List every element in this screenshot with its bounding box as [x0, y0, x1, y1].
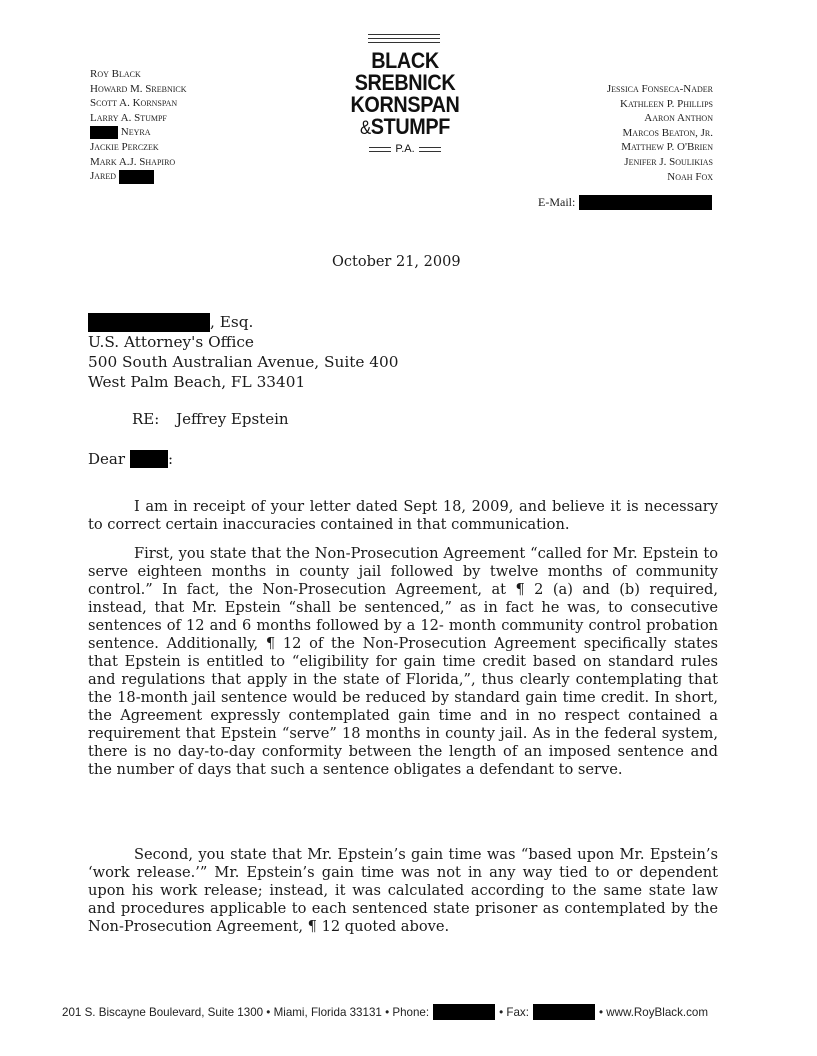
- letter-date: October 21, 2009: [332, 254, 461, 270]
- associate-name: Kathleen P. Phillips: [620, 97, 713, 110]
- logo-rule: [369, 147, 391, 152]
- associate-name: Noah Fox: [667, 170, 713, 183]
- partner-name: Larry A. Stumpf: [90, 111, 167, 124]
- partner-name-redacted: Jared: [90, 169, 187, 184]
- partner-name: Howard M. Srebnick: [90, 82, 187, 95]
- address-line: U.S. Attorney's Office: [88, 333, 254, 351]
- address-line: 500 South Australian Avenue, Suite 400: [88, 353, 399, 371]
- email-label: E-Mail:: [538, 195, 576, 209]
- logo-rule: [368, 34, 440, 43]
- logo-ampersand: &: [359, 118, 371, 139]
- logo-word: SREBNICK: [354, 70, 456, 95]
- associate-name: Marcos Beaton, Jr.: [622, 126, 713, 139]
- footer-fax-label: • Fax:: [499, 1005, 529, 1019]
- associate-name: Matthew P. O'Brien: [621, 141, 713, 154]
- firm-logo: [335, 34, 475, 155]
- footer-address: 201 S. Biscayne Boulevard, Suite 1300 • Miami, Florida 33131 • Phone:: [62, 1005, 430, 1019]
- logo-word: BLACK: [371, 48, 439, 73]
- recipient-name-line: , Esq.: [88, 312, 399, 332]
- subject-label: RE:: [132, 410, 160, 428]
- subject-text: Jeffrey Epstein: [176, 410, 289, 428]
- logo-pa-row: [335, 143, 475, 155]
- redaction-box: [90, 126, 118, 139]
- logo-pa: P.A.: [395, 143, 415, 155]
- redaction-box: [88, 313, 210, 332]
- logo-rule: [419, 147, 441, 152]
- body-paragraph: I am in receipt of your letter dated Sept 18, 2009, and believe it is necessary to correct certain inaccuracies contained in that communication.: [88, 498, 718, 533]
- partner-name: Jackie Perczek: [90, 140, 159, 153]
- redaction-box: [130, 450, 168, 468]
- redaction-box: [579, 195, 712, 210]
- redaction-box: [119, 170, 154, 184]
- salutation: Dear :: [88, 450, 174, 468]
- redaction-box: [533, 1004, 595, 1020]
- partner-name-redacted: Neyra: [90, 125, 187, 140]
- address-line: West Palm Beach, FL 33401: [88, 373, 306, 391]
- partners-left-column: [90, 67, 187, 184]
- logo-word: KORNSPAN: [350, 92, 460, 117]
- subject-line: [132, 410, 289, 428]
- partner-name: Scott A. Kornspan: [90, 97, 178, 110]
- logo-word-stumpf: &STUMPF: [359, 114, 451, 139]
- body-paragraph: First, you state that the Non-Prosecution Agreement “called for Mr. Epstein to serve eighteen months in county jail followed by twelve months of community control.” In fact, the Non-Prosecution Agreement, at ¶ 2 (a) and (b) required, instead, that Mr. Epstein “shall be sentenced,” as in fact he was, to consecutive sentences of 12 and 6 months followed by a 12- month community control probation sentence. Additionally, ¶ 12 of the Non-Prosecution Agreement specifically states that Epstein is entitled to “eligibility for gain time credit based on standard rules and regulations that apply in the state of Florida,”, thus clearly contemplating that the 18-month jail sentence would be reduced by standard gain time credit. In short, the Agreement expressly contemplated gain time and in no respect contained a requirement that Epstein “serve” 18 months in county jail. As in the federal system, there is no day-to-day conformity between the length of an imposed sentence and the number of days that such a sentence obligates a defendant to serve.: [88, 545, 718, 778]
- associate-name: Jessica Fonseca-Nader: [606, 83, 713, 95]
- associates-right-column: [607, 82, 713, 184]
- footer: [62, 1004, 762, 1020]
- body-paragraph: Second, you state that Mr. Epstein’s gain time was “based upon Mr. Epstein’s ‘work release.’” Mr. Epstein’s gain time was not in any way tied to or dependent upon his work release; instead, it was calculated according to the same state law and procedures applicable to each sentenced state prisoner as contemplated by the Non-Prosecution Agreement, ¶ 12 quoted above.: [88, 846, 718, 935]
- redaction-box: [433, 1004, 495, 1020]
- email-line: [538, 195, 712, 210]
- associate-name: Aaron Anthon: [644, 112, 713, 125]
- recipient-address: [88, 312, 399, 392]
- partner-name: Roy Black: [90, 68, 141, 80]
- partner-name: Mark A.J. Shapiro: [90, 155, 176, 168]
- footer-website: • www.RoyBlack.com: [598, 1005, 709, 1019]
- associate-name: Jenifer J. Soulikias: [624, 155, 713, 168]
